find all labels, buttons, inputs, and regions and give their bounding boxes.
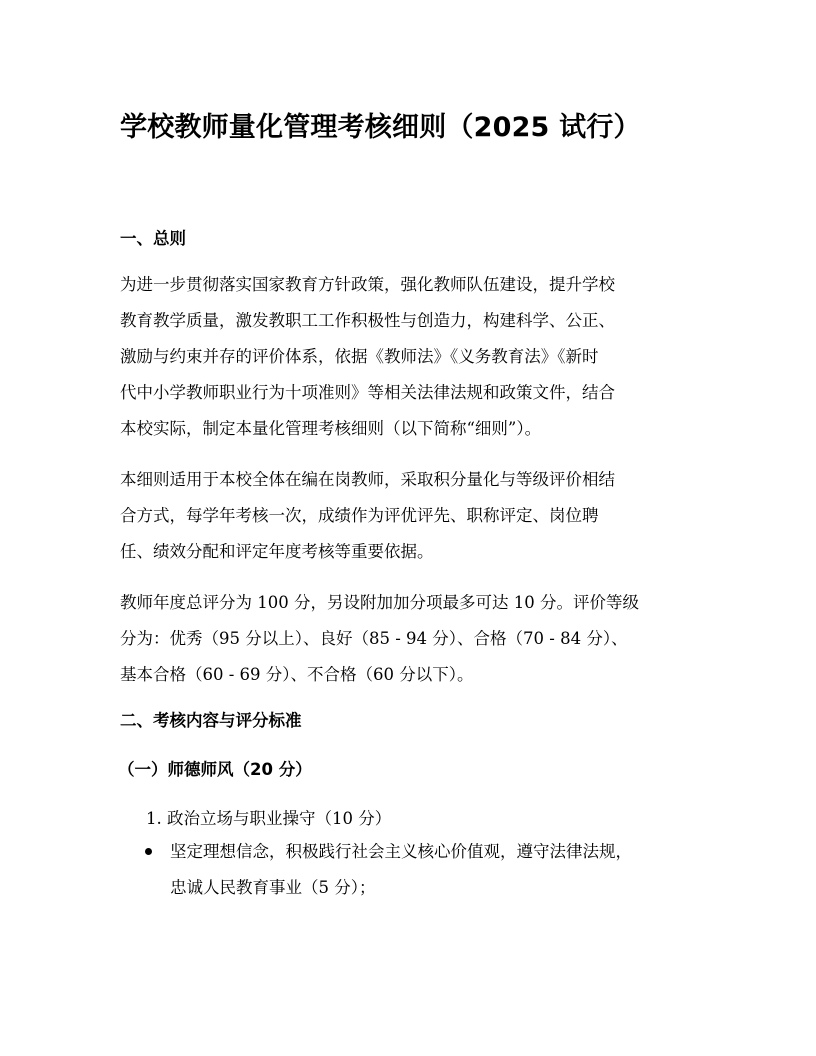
paragraph-line: 教师年度总评分为 100 分，另设附加加分项最多可达 10 分。评价等级 [120, 593, 639, 612]
paragraph-purpose [120, 267, 696, 447]
document-title: 学校教师量化管理考核细则（2025 试行） [120, 112, 641, 143]
paragraph-line: 任、绩效分配和评定年度考核等重要依据。 [120, 542, 434, 561]
numbered-item: 1. 政治立场与职业操守（10 分） [146, 809, 392, 828]
paragraph-line: 基本合格（60 - 69 分）、不合格（60 分以下）。 [120, 665, 474, 684]
bullet-line: 忠诚人民教育事业（5 分）； [170, 878, 376, 897]
paragraph-line: 分为：优秀（95 分以上）、良好（85 - 94 分）、合格（70 - 84 分）、 [120, 629, 628, 648]
paragraph-line: 本细则适用于本校全体在编在岗教师，采取积分量化与等级评价相结 [120, 470, 615, 489]
paragraph-scope [120, 462, 696, 570]
paragraph-line: 教育教学质量，激发教职工工作积极性与创造力，构建科学、公正、 [120, 311, 615, 330]
paragraph-line: 代中小学教师职业行为十项准则》等相关法律法规和政策文件，结合 [120, 383, 615, 402]
bullet-text [170, 834, 632, 906]
paragraph-line: 激励与约束并存的评价体系，依据《教师法》《义务教育法》《新时 [120, 347, 599, 366]
paragraph-line: 合方式，每学年考核一次，成绩作为评优评先、职称评定、岗位聘 [120, 506, 599, 525]
paragraph-line: 本校实际，制定本量化管理考核细则（以下简称“细则”）。 [120, 419, 542, 438]
section-heading-assessment: 二、考核内容与评分标准 [120, 711, 302, 730]
paragraph-line: 为进一步贯彻落实国家教育方针政策，强化教师队伍建设，提升学校 [120, 275, 615, 294]
bullet-line: 坚定理想信念，积极践行社会主义核心价值观，遵守法律法规， [170, 842, 632, 861]
bullet-dot-icon [145, 848, 152, 855]
paragraph-grading [120, 585, 696, 693]
subsection-heading-ethics: （一）师德师风（20 分） [118, 760, 312, 779]
section-heading-general: 一、总则 [120, 229, 186, 248]
